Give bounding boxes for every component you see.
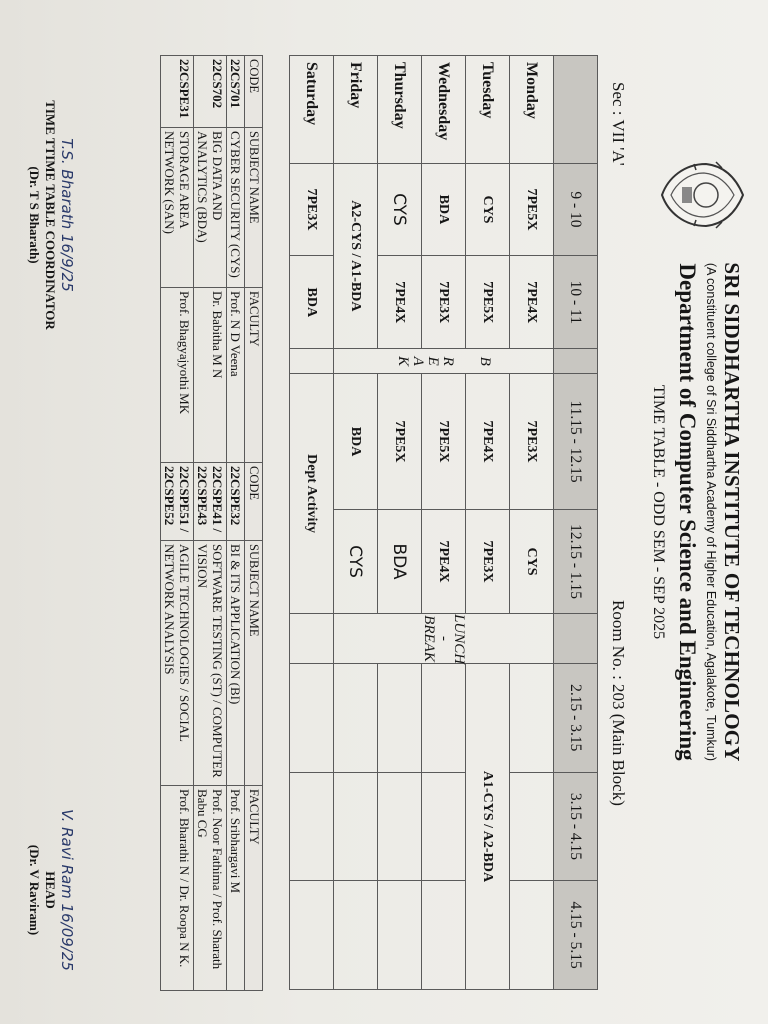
period-cell: BDA <box>422 163 466 256</box>
timetable-row <box>378 56 422 990</box>
timetable-row <box>422 56 466 990</box>
dept-activity-cell: Dept Activity <box>290 374 334 614</box>
subject-code: 22CSPE41 / 22CSPE43 <box>194 463 227 541</box>
period-cell <box>422 881 466 990</box>
subject-name: CYBER SECURITY (CYS) <box>227 128 245 288</box>
period-cell: 7PE3X <box>290 163 334 256</box>
lunch-dash: - <box>436 636 452 641</box>
day-label: Wednesday <box>422 56 466 164</box>
lunch-label: LUNCH <box>451 614 467 665</box>
subject-name: AGILE TECHNOLOGIES / SOCIAL NETWORK ANALYSIS <box>161 541 194 786</box>
coordinator-signature-block <box>26 50 76 380</box>
day-label: Monday <box>510 56 554 164</box>
period-cell: CYS <box>466 163 510 256</box>
period-cell <box>510 881 554 990</box>
column-header: CODE <box>245 56 263 128</box>
break-letter: A <box>410 356 426 366</box>
day-label: Friday <box>334 56 378 164</box>
period-cell: 7PE4X <box>466 374 510 510</box>
timetable-row <box>466 56 510 990</box>
lunch-header <box>554 614 598 664</box>
period-cell <box>422 663 466 772</box>
short-break-cell <box>334 349 554 374</box>
subject-code: 22CS701 <box>227 56 245 128</box>
period-cell: BDA <box>334 374 378 510</box>
slot-header: 3.15 - 4.15 <box>554 772 598 881</box>
period-cell <box>378 881 422 990</box>
lab-cell: A1-CYS / A2-BDA <box>466 663 510 989</box>
period-cell: 7PE5X <box>378 374 422 510</box>
period-cell <box>334 663 378 772</box>
corner-cell <box>554 56 598 164</box>
period-cell: CYS <box>334 509 378 613</box>
faculty-name: Prof. N D Veena <box>227 288 245 463</box>
subject-name: BI & ITS APPLICATION (BI) <box>227 541 245 786</box>
period-cell: CYS <box>378 163 422 256</box>
subject-code: 22CSPE51 / 22CSPE52 <box>161 463 194 541</box>
slot-header: 4.15 - 5.15 <box>554 881 598 990</box>
coordinator-name: (Dr. T S Bharath) <box>27 166 42 264</box>
subject-row <box>194 56 227 991</box>
break-cell <box>290 349 334 374</box>
subject-code: 22CSPE31 <box>161 56 194 128</box>
break-letter: B <box>477 356 493 366</box>
period-cell: 7PE5X <box>466 256 510 349</box>
institute-name: SRI SIDDHARTHA INSTITUTE OF TECHNOLOGY <box>720 262 744 762</box>
faculty-name: Prof. Bhagyajyothi MK <box>161 288 194 463</box>
slot-header: 11.15 - 12.15 <box>554 374 598 510</box>
slot-header: 12.15 - 1.15 <box>554 509 598 613</box>
period-cell: 7PE4X <box>422 509 466 613</box>
subject-code: 22CSPE32 <box>227 463 245 541</box>
period-cell: 7PE3X <box>510 374 554 510</box>
lunch-break-label: BREAK <box>421 615 437 662</box>
timetable-row <box>334 56 378 990</box>
subject-header-row <box>245 56 263 991</box>
period-cell <box>290 663 334 772</box>
period-cell <box>378 772 422 881</box>
subject-code: 22CS702 <box>194 56 227 128</box>
break-header <box>554 349 598 374</box>
period-cell: 7PE5X <box>510 163 554 256</box>
coordinator-handwritten-signature: T.S. Bharath 16/9/25 <box>58 138 76 292</box>
column-header: CODE <box>245 463 263 541</box>
day-label: Tuesday <box>466 56 510 164</box>
subject-row <box>161 56 194 991</box>
faculty-name: Prof. Noor Fathima / Prof. Sharath Babu CG <box>194 786 227 991</box>
day-label: Saturday <box>290 56 334 164</box>
lab-cell: A2-CYS / A1-BDA <box>334 163 378 349</box>
subject-row <box>227 56 245 991</box>
institute-subtitle: (A constituent college of Sri Siddhartha Academy of Higher Education, Agalakote, Tumkur) <box>704 262 718 762</box>
day-label: Thursday <box>378 56 422 164</box>
head-signature-block <box>26 780 76 1000</box>
timetable-header-row <box>554 56 598 990</box>
faculty-name: Prof. Sribhargavi M <box>227 786 245 991</box>
lunch-break-cell <box>334 614 554 664</box>
column-header: SUBJECT NAME <box>245 128 263 288</box>
lunch-cell <box>290 614 334 664</box>
slot-header: 9 - 10 <box>554 163 598 256</box>
period-cell: 7PE5X <box>422 374 466 510</box>
period-cell <box>422 772 466 881</box>
subject-table <box>160 55 263 991</box>
slot-header: 2.15 - 3.15 <box>554 663 598 772</box>
subject-name: SOFTWARE TESTING (ST) / COMPUTER VISION <box>194 541 227 786</box>
timetable-row <box>290 56 334 990</box>
period-cell <box>378 663 422 772</box>
slot-header: 10 - 11 <box>554 256 598 349</box>
section-label: Sec : VII 'A' <box>609 82 628 166</box>
head-role: HEAD <box>43 871 58 909</box>
timetable <box>289 55 598 990</box>
break-letter: R <box>440 356 456 366</box>
period-cell: 7PE4X <box>378 256 422 349</box>
period-cell: BDA <box>290 256 334 349</box>
column-header: FACULTY <box>245 786 263 991</box>
period-cell: 7PE3X <box>466 509 510 613</box>
break-letter: E <box>425 356 441 366</box>
period-cell: 7PE4X <box>510 256 554 349</box>
subject-name: BIG DATA AND ANALYTICS (BDA) <box>194 128 227 288</box>
faculty-name: Prof. Bharathi N / Dr. Roopa N K. <box>161 786 194 991</box>
timetable-title: TIME TABLE - ODD SEM - SEP 2025 <box>650 384 667 640</box>
period-cell <box>290 881 334 990</box>
column-header: SUBJECT NAME <box>245 541 263 786</box>
head-handwritten-signature: V. Ravi Ram 16/09/25 <box>58 809 76 971</box>
period-cell: BDA <box>378 509 422 613</box>
column-header: FACULTY <box>245 288 263 463</box>
break-letter: K <box>395 356 411 367</box>
timetable-row <box>510 56 554 990</box>
room-label: Room No. : 203 (Main Block) <box>609 600 628 806</box>
period-cell: CYS <box>510 509 554 613</box>
period-cell <box>334 772 378 881</box>
period-cell <box>334 881 378 990</box>
period-cell <box>510 772 554 881</box>
head-name: (Dr. V Raviram) <box>27 844 42 936</box>
faculty-name: Dr. Babitha M N <box>194 288 227 463</box>
period-cell <box>290 772 334 881</box>
period-cell: 7PE3X <box>422 256 466 349</box>
coordinator-role: TIME TTIME TABLE COORDINATOR <box>43 100 58 330</box>
period-cell <box>510 663 554 772</box>
department-name: Department of Computer Science and Engineering <box>675 263 700 761</box>
subject-name: STORAGE AREA NETWORK (SAN) <box>161 128 194 288</box>
